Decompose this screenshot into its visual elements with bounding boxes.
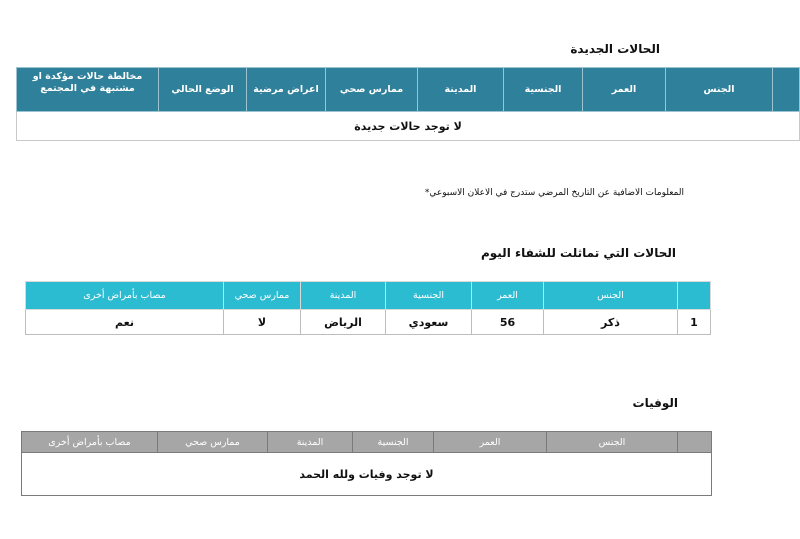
header-age: العمر	[472, 282, 544, 310]
cell-nationality: سعودي	[386, 310, 472, 335]
header-nationality: الجنسية	[353, 432, 434, 453]
header-other-diseases: مصاب بأمراض أخرى	[22, 432, 158, 453]
footnote: المعلومات الاضافية عن التاريخ المرضي ستدرج في الاعلان الاسبوعي*	[424, 188, 684, 198]
row-number-header	[773, 68, 800, 112]
header-gender: الجنس	[666, 68, 773, 112]
new-cases-table	[16, 67, 800, 141]
table-header-row	[26, 282, 711, 310]
recovered-title: الحالات التي تماثلت للشفاء اليوم	[480, 246, 676, 260]
header-city: المدينة	[301, 282, 386, 310]
cell-gender: ذكر	[544, 310, 678, 335]
cell-other-diseases: نعم	[26, 310, 224, 335]
header-nationality: الجنسية	[504, 68, 583, 112]
header-age: العمر	[583, 68, 666, 112]
empty-message: لا توجد حالات جديدة	[17, 112, 800, 141]
table-row	[26, 310, 711, 335]
header-health-worker: ممارس صحي	[158, 432, 268, 453]
header-city: المدينة	[418, 68, 504, 112]
header-other-diseases: مصاب بأمراض أخرى	[26, 282, 224, 310]
header-current-status: الوضع الحالي	[159, 68, 247, 112]
cell-age: 56	[472, 310, 544, 335]
header-gender: الجنس	[547, 432, 678, 453]
header-symptoms: اعراض مرضية	[247, 68, 326, 112]
header-gender: الجنس	[544, 282, 678, 310]
header-health-worker: ممارس صحي	[224, 282, 301, 310]
new-cases-title: الحالات الجديدة	[570, 42, 660, 56]
header-city: المدينة	[268, 432, 353, 453]
cell-index: 1	[678, 310, 711, 335]
row-number-header	[678, 282, 711, 310]
table-header-row	[17, 68, 800, 112]
table-row	[17, 112, 800, 141]
header-contact: مخالطة حالات مؤكدة او مشتبهة في المجتمع	[17, 68, 159, 112]
row-number-header	[678, 432, 712, 453]
cell-health-worker: لا	[224, 310, 301, 335]
empty-message: لا توجد وفيات ولله الحمد	[22, 453, 712, 496]
deaths-title: الوفيات	[632, 396, 678, 410]
header-health-worker: ممارس صحي	[326, 68, 418, 112]
deaths-table	[21, 431, 712, 496]
table-row	[22, 453, 712, 496]
table-header-row	[22, 432, 712, 453]
header-nationality: الجنسية	[386, 282, 472, 310]
cell-city: الرياض	[301, 310, 386, 335]
header-age: العمر	[434, 432, 547, 453]
recovered-table	[25, 281, 711, 335]
